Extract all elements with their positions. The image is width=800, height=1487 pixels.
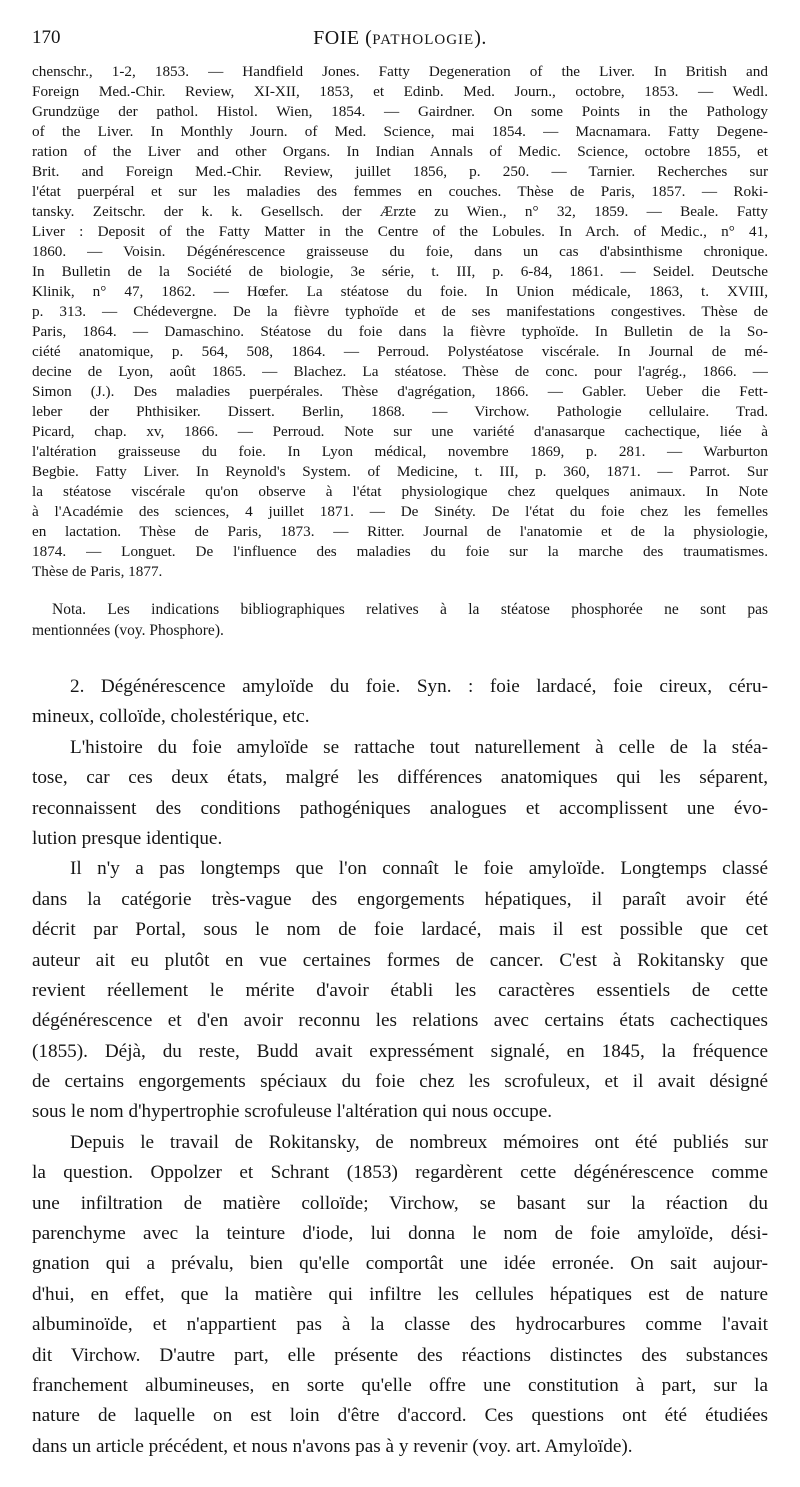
page-number: 170 (32, 27, 61, 48)
body-line: dit Virchow. D'autre part, elle présente des réactions distinctes des substances (32, 1344, 768, 1366)
bibliography-line: ciété anatomique, p. 564, 508, 1864. — Perroud. Polystéatose viscérale. In Journal de mé- (32, 343, 768, 360)
body-line: gnation qui a prévalu, bien qu'elle comportât une idée erronée. On sait aujour- (32, 1253, 768, 1275)
bibliography-line: Brit. and Foreign Med.-Chir. Review, juillet 1856, p. 250. — Tarnier. Recherches sur (32, 163, 768, 180)
body-line: dans un article précédent, et nous n'avons pas à y revenir (voy. art. Amyloïde). (32, 1435, 633, 1457)
bibliography-line: of the Liver. In Monthly Journ. of Med. Science, mai 1854. — Macnamara. Fatty Degene- (32, 123, 768, 140)
bibliography-line: tansky. Zeitschr. der k. k. Gesellsch. der Ærzte zu Wien., n° 32, 1859. — Beale. Fatty (32, 203, 768, 220)
section-heading-line: 2. Dégénérescence amyloïde du foie. Syn. : foie lardacé, foie cireux, céru- (70, 676, 768, 697)
body-line: lution presque identique. (32, 827, 223, 849)
body-line: tose, car ces deux états, malgré les différences anatomiques qui les séparent, (32, 767, 768, 789)
bibliography-line: In Bulletin de la Société de biologie, 3e série, t. III, p. 6-84, 1861. — Seidel. Deutsche (32, 263, 768, 280)
bibliography-line: Begbie. Fatty Liver. In Reynold's System. of Medicine, t. III, p. 360, 1871. — Parrot. Sur (32, 463, 768, 480)
bibliography-line: 1860. — Voisin. Dégénérescence graisseuse du foie, dans un cas d'absinthisme chronique. (32, 243, 768, 260)
bibliography-line: Grundzüge der pathol. Histol. Wien, 1854. — Gairdner. On some Points in the Pathology (32, 103, 768, 120)
body-line: une infiltration de matière colloïde; Virchow, se basant sur la réaction du (32, 1192, 768, 1214)
body-line: albuminoïde, et n'appartient pas à la classe des hydrocarbures comme l'avait (32, 1314, 768, 1336)
bibliography-line: Paris, 1864. — Damaschino. Stéatose du foie dans la fièvre typhoïde. In Bulletin de la So- (32, 323, 768, 340)
body-line: nature de laquelle on est loin d'être d'accord. Ces questions ont été étudiées (32, 1405, 768, 1427)
page-header (32, 27, 768, 57)
bibliography-line: p. 313. — Chédevergne. De la fièvre typhoïde et de ses manifestations congestives. Thèse de (32, 303, 768, 320)
body-line: sous le nom d'hypertrophie scrofuleuse l'altération qui nous occupe. (32, 1101, 553, 1123)
bibliography-block (32, 62, 768, 582)
nota-line: Nota. Les indications bibliographiques relatives à la stéatose phosphorée ne sont pas (52, 601, 768, 618)
body-line: reconnaissent des conditions pathogéniques analogues et accomplissent une évo- (32, 797, 768, 819)
bibliography-line: decine de Lyon, août 1865. — Blachez. La stéatose. Thèse de conc. pour l'agrég., 1866. — (32, 363, 768, 380)
bibliography-line: Simon (J.). Des maladies puerpérales. Thèse d'agrégation, 1866. — Gabler. Ueber die Fett- (32, 383, 768, 400)
running-title: FOIE (PATHOLOGIE). (313, 27, 487, 49)
body-line: L'histoire du foie amyloïde se rattache tout naturellement à celle de la stéa- (70, 736, 768, 758)
bibliography-line: 1874. — Longuet. De l'influence des maladies du foie sur la marche des traumatismes. (32, 543, 768, 560)
body-line: (1855). Déjà, du reste, Budd avait expressément signalé, en 1845, la fréquence (32, 1040, 768, 1062)
bibliography-line: à l'Académie des sciences, 4 juillet 1871. — De Sinéty. De l'état du foie chez les femelles (32, 503, 768, 520)
bibliography-line: Foreign Med.-Chir. Review, XI-XII, 1853, et Edinb. Med. Journ., octobre, 1853. — Wedl. (32, 83, 768, 100)
body-line: Depuis le travail de Rokitansky, de nombreux mémoires ont été publiés sur (70, 1131, 768, 1153)
body-line: décrit par Portal, sous le nom de foie lardacé, mais il est possible que cet (32, 919, 768, 941)
body-line: revient réellement le mérite d'avoir établi les caractères essentiels de cette (32, 979, 768, 1001)
body-line: dégénérescence et d'en avoir reconnu les relations avec certains états cachectiques (32, 1010, 768, 1032)
bibliography-line: chenschr., 1-2, 1853. — Handfield Jones. Fatty Degeneration of the Liver. In British and (32, 63, 768, 80)
bibliography-line: Liver : Deposit of the Fatty Matter in the Centre of the Lobules. In Arch. of Medic., n° 41, (32, 223, 768, 240)
bibliography-line: la stéatose viscérale qu'on observe à l'état physiologique chez quelques animaux. In Note (32, 483, 768, 500)
bibliography-line: l'état puerpéral et sur les maladies des femmes en couches. Thèse de Paris, 1857. — Roki- (32, 183, 768, 200)
nota-block (32, 599, 768, 641)
section-amyloid-degeneration (32, 672, 768, 1462)
body-line: Il n'y a pas longtemps que l'on connaît le foie amyloïde. Longtemps classé (70, 858, 768, 880)
body-line: la question. Oppolzer et Schrant (1853) regardèrent cette dégénérescence comme (32, 1162, 768, 1184)
bibliography-line: leber der Phthisiker. Dissert. Berlin, 1868. — Virchow. Pathologie cellulaire. Trad. (32, 403, 768, 420)
body-line: parenchyme avec la teinture d'iode, lui donna le nom de foie amyloïde, dési- (32, 1223, 768, 1245)
body-line: mineux, colloïde, cholestérique, etc. (32, 706, 310, 728)
body-line: franchement albumineuses, en sorte qu'elle offre une constitution à part, sur la (32, 1374, 768, 1396)
nota-line: mentionnées (voy. Phosphore). (32, 622, 224, 639)
body-line: de certains engorgements spéciaux du foie chez les scrofuleux, et il avait désigné (32, 1071, 768, 1093)
body-line: d'hui, en effet, que la matière qui infiltre les cellules hépatiques est de nature (32, 1283, 768, 1305)
bibliography-line: ration of the Liver and other Organs. In Indian Annals of Medic. Science, octobre 1855, et (32, 143, 768, 160)
bibliography-line: l'altération graisseuse du foie. In Lyon médical, novembre 1869, p. 281. — Warburton (32, 443, 768, 460)
bibliography-line: Picard, chap. xv, 1866. — Perroud. Note sur une variété d'anasarque cachectique, liée à (32, 423, 768, 440)
bibliography-line: Thèse de Paris, 1877. (32, 563, 163, 580)
body-line: auteur ait eu plutôt en vue certaines formes de cancer. C'est à Rokitansky que (32, 949, 768, 971)
body-line: dans la catégorie très-vague des engorgements hépatiques, il paraît avoir été (32, 888, 768, 910)
bibliography-line: Klinik, n° 47, 1862. — Hœfer. La stéatose du foie. In Union médicale, 1863, t. XVIII, (32, 283, 768, 300)
bibliography-line: en lactation. Thèse de Paris, 1873. — Ritter. Journal de l'anatomie et de la physiologie, (32, 523, 768, 540)
